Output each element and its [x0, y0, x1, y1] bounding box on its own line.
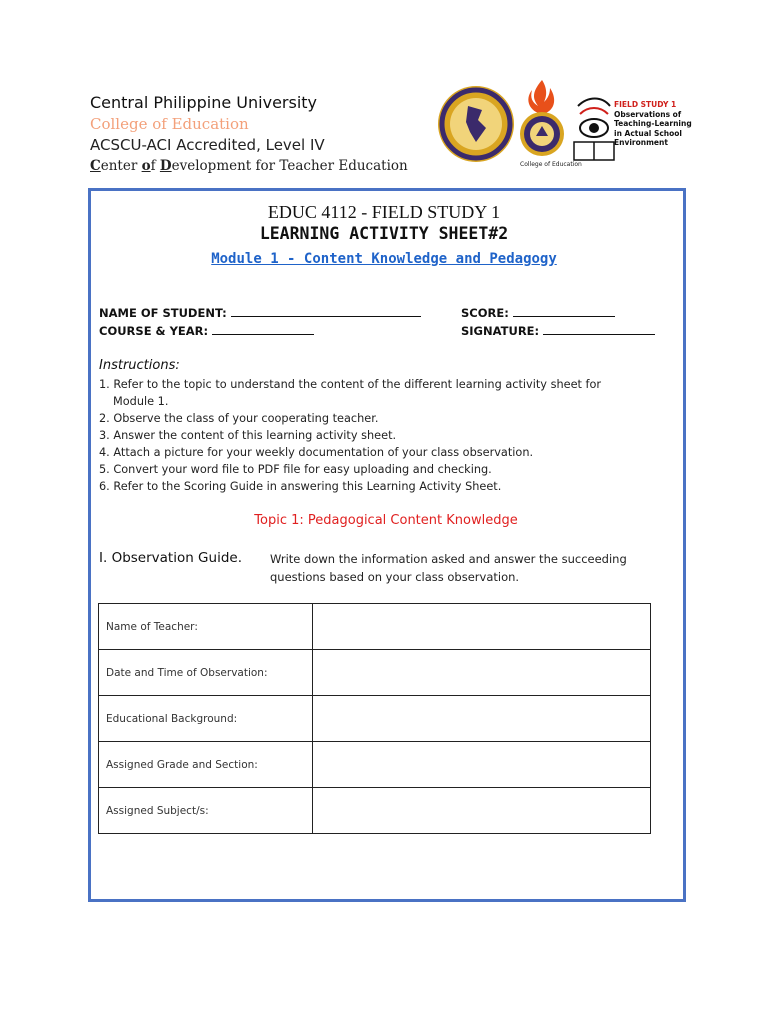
field-study-caption	[614, 100, 724, 148]
table-row	[99, 696, 651, 742]
row-value-cell[interactable]	[313, 650, 651, 696]
field-study-line-1: Observations of	[614, 109, 682, 119]
instruction-item	[99, 410, 659, 427]
instruction-item	[99, 427, 659, 444]
center-rest-1: enter	[100, 158, 142, 174]
sheet-title: LEARNING ACTIVITY SHEET#2	[259, 224, 509, 243]
row-label: Assigned Subject/s:	[99, 788, 313, 834]
university-name: Central Philippine University	[90, 93, 318, 112]
center-initial-o: o	[141, 158, 151, 174]
field-study-logo-icon	[574, 99, 614, 161]
row-label: Name of Teacher:	[99, 604, 313, 650]
instructions-heading: Instructions:	[99, 358, 180, 373]
row-label: Assigned Grade and Section:	[99, 742, 313, 788]
table-row	[99, 742, 651, 788]
instruction-item	[99, 478, 659, 495]
row-label: Date and Time of Observation:	[99, 650, 313, 696]
instruction-item	[99, 444, 659, 461]
module-title	[0, 251, 768, 267]
observation-guide-heading: I. Observation Guide.	[99, 550, 242, 566]
college-name: College of Education	[90, 115, 249, 133]
name-of-student-label: NAME OF STUDENT:	[99, 306, 227, 320]
instruction-text: 3. Answer the content of this learning activity sheet.	[99, 429, 397, 442]
instruction-item	[99, 376, 659, 410]
center-rest-3: evelopment for Teacher Education	[171, 158, 408, 174]
score-field[interactable]	[461, 305, 615, 320]
instructions-list	[99, 376, 659, 495]
center-initial-d: D	[159, 158, 172, 174]
instruction-item	[99, 461, 659, 478]
instruction-continuation: Module 1.	[113, 395, 169, 408]
name-of-student-line[interactable]	[231, 305, 421, 317]
flame-icon	[528, 80, 554, 114]
row-value-cell[interactable]	[313, 742, 651, 788]
header-block	[90, 92, 430, 176]
topic-title: Topic 1: Pedagogical Content Knowledge	[254, 513, 518, 528]
row-label: Educational Background:	[99, 696, 313, 742]
course-title: EDUC 4112 - FIELD STUDY 1	[267, 202, 501, 222]
center-name	[90, 156, 430, 176]
row-value-cell[interactable]	[313, 696, 651, 742]
score-line[interactable]	[513, 305, 615, 317]
center-initial-c: C	[90, 158, 101, 174]
field-study-title: FIELD STUDY 1	[614, 100, 677, 109]
name-of-student-field[interactable]	[99, 305, 421, 320]
signature-field[interactable]	[461, 323, 655, 338]
field-study-line-3: in Actual School	[614, 128, 683, 138]
field-study-line-2: Teaching-Learning	[614, 119, 692, 128]
row-value-cell[interactable]	[313, 788, 651, 834]
signature-label: SIGNATURE:	[461, 324, 540, 338]
table-row	[99, 604, 651, 650]
center-rest-2: f	[150, 158, 160, 174]
row-value-cell[interactable]	[313, 604, 651, 650]
college-seal-caption: College of Education	[520, 161, 582, 168]
course-year-line[interactable]	[212, 323, 314, 335]
instruction-text: 6. Refer to the Scoring Guide in answering this Learning Activity Sheet.	[99, 480, 502, 493]
table-row	[99, 788, 651, 834]
instruction-text: 4. Attach a picture for your weekly documentation of your class observation.	[99, 446, 534, 459]
instruction-text: 2. Observe the class of your cooperating teacher.	[99, 412, 379, 425]
table-row	[99, 650, 651, 696]
accreditation-text: ACSCU-ACI Accredited, Level IV	[90, 136, 325, 154]
module-title-text: Module 1 - Content Knowledge and Pedagogy	[211, 251, 557, 267]
course-year-field[interactable]	[99, 323, 314, 338]
instruction-text: 5. Convert your word file to PDF file for easy uploading and checking.	[99, 463, 492, 476]
score-label: SCORE:	[461, 306, 509, 320]
course-year-label: COURSE & YEAR:	[99, 324, 209, 338]
observation-guide-description-1: Write down the information asked and answer the succeeding	[270, 552, 627, 566]
instruction-text: 1. Refer to the topic to understand the content of the different learning activity sheet for	[99, 378, 602, 391]
university-seal-icon	[438, 86, 514, 162]
college-seal-icon	[520, 112, 564, 156]
observation-guide-description-2: questions based on your class observation.	[270, 570, 520, 584]
observation-table	[98, 603, 651, 834]
field-study-line-4: Environment	[614, 138, 668, 147]
signature-line[interactable]	[543, 323, 655, 335]
